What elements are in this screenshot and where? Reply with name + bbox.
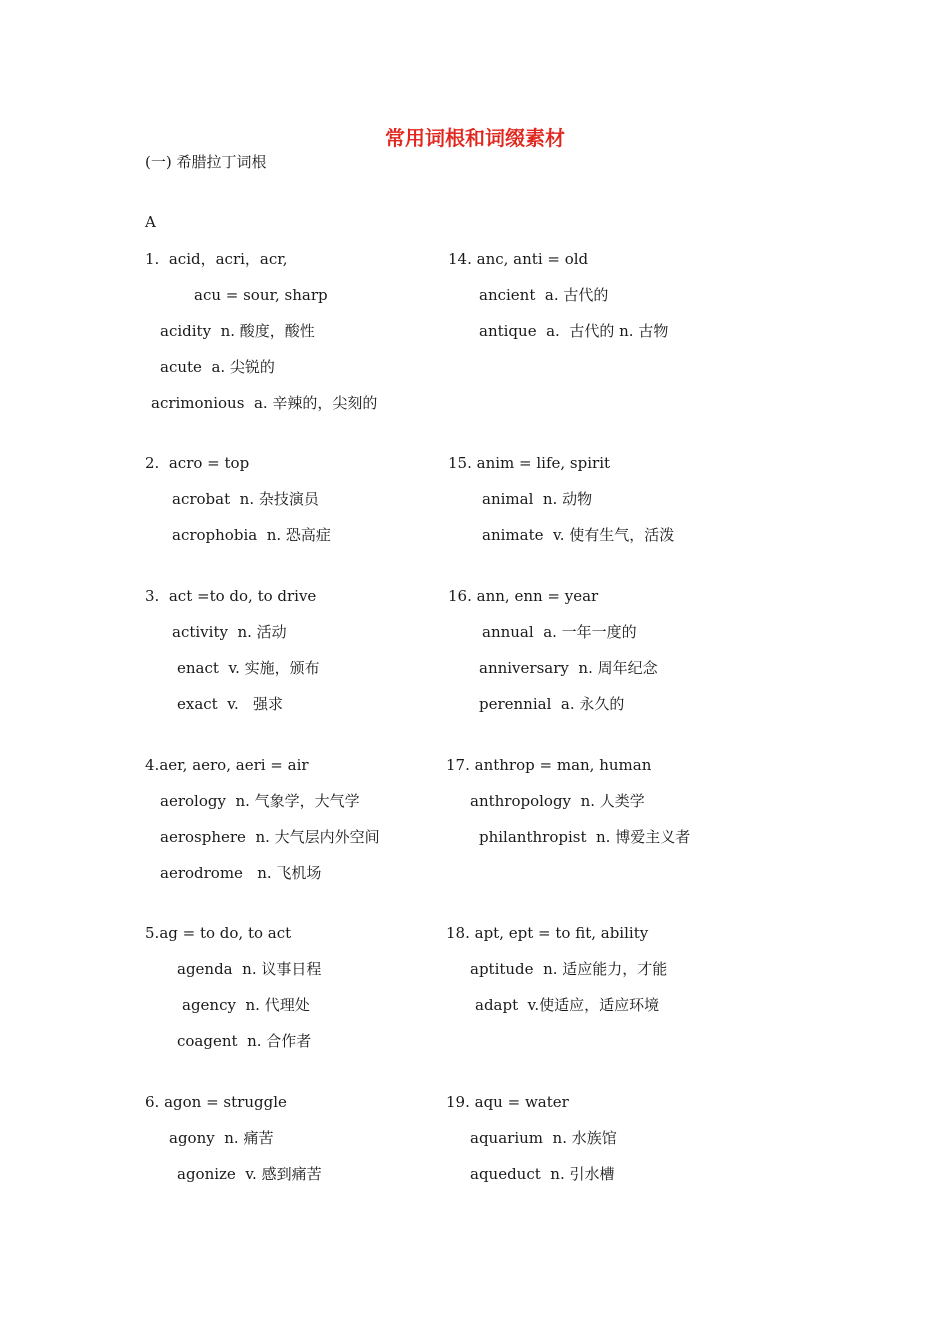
entry-18-head: 18. apt, ept = to fit, ability bbox=[446, 924, 649, 942]
entry-18-item: adapt v.使适应，适应环境 bbox=[475, 996, 660, 1014]
entry-6-item: agony n. 痛苦 bbox=[169, 1129, 274, 1147]
entry-17-item: anthropology n. 人类学 bbox=[470, 792, 645, 810]
page-title: 常用词根和词缀素材 bbox=[385, 126, 565, 150]
entry-15-head: 15. anim = life, spirit bbox=[448, 454, 611, 472]
entry-6-item: agonize v. 感到痛苦 bbox=[177, 1165, 322, 1183]
entry-14-head: 14. anc, anti = old bbox=[448, 250, 589, 268]
entry-16-item: annual a. 一年一度的 bbox=[482, 623, 637, 641]
entry-1-head2: acu = sour, sharp bbox=[194, 286, 328, 304]
entry-2-item: acrophobia n. 恐高症 bbox=[172, 526, 331, 544]
entry-17-item: philanthropist n. 博爱主义者 bbox=[479, 828, 691, 846]
entry-1-item: acute a. 尖锐的 bbox=[160, 358, 275, 376]
entry-16-item: anniversary n. 周年纪念 bbox=[479, 659, 658, 677]
entry-3-head: 3. act =to do, to drive bbox=[145, 587, 317, 605]
entry-16-head: 16. ann, enn = year bbox=[448, 587, 599, 605]
entry-19-item: aquarium n. 水族馆 bbox=[470, 1129, 617, 1147]
entry-4-item: aerosphere n. 大气层内外空间 bbox=[160, 828, 380, 846]
entry-15-item: animal n. 动物 bbox=[482, 490, 593, 508]
section-subtitle: (一) 希腊拉丁词根 bbox=[145, 153, 267, 171]
entry-5-item: agency n. 代理处 bbox=[182, 996, 310, 1014]
entry-1-item: acrimonious a. 辛辣的，尖刻的 bbox=[151, 394, 378, 412]
entry-3-item: exact v. 强求 bbox=[177, 695, 284, 713]
entry-2-head: 2. acro = top bbox=[145, 454, 250, 472]
entry-14-item: ancient a. 古代的 bbox=[479, 286, 609, 304]
entry-15-item: animate v. 使有生气，活泼 bbox=[482, 526, 675, 544]
entry-4-item: aerodrome n. 飞机场 bbox=[160, 864, 322, 882]
entry-4-item: aerology n. 气象学，大气学 bbox=[160, 792, 360, 810]
entry-17-head: 17. anthrop = man, human bbox=[446, 756, 652, 774]
entry-18-item: aptitude n. 适应能力，才能 bbox=[470, 960, 668, 978]
entry-1-head: 1. acid，acri，acr, bbox=[145, 250, 288, 268]
entry-19-item: aqueduct n. 引水槽 bbox=[470, 1165, 615, 1183]
entry-1-item: acidity n. 酸度，酸性 bbox=[160, 322, 315, 340]
entry-14-item: antique a. 古代的 n. 古物 bbox=[479, 322, 669, 340]
entry-5-head: 5.ag = to do, to act bbox=[145, 924, 292, 942]
entry-5-item: agenda n. 议事日程 bbox=[177, 960, 322, 978]
entry-19-head: 19. aqu = water bbox=[446, 1093, 569, 1111]
entry-3-item: activity n. 活动 bbox=[172, 623, 287, 641]
entry-2-item: acrobat n. 杂技演员 bbox=[172, 490, 319, 508]
entry-3-item: enact v. 实施，颁布 bbox=[177, 659, 320, 677]
section-letter: A bbox=[145, 213, 156, 231]
entry-6-head: 6. agon = struggle bbox=[145, 1093, 287, 1111]
entry-16-item: perennial a. 永久的 bbox=[479, 695, 625, 713]
entry-4-head: 4.aer, aero, aeri = air bbox=[145, 756, 309, 774]
entry-5-item: coagent n. 合作者 bbox=[177, 1032, 312, 1050]
